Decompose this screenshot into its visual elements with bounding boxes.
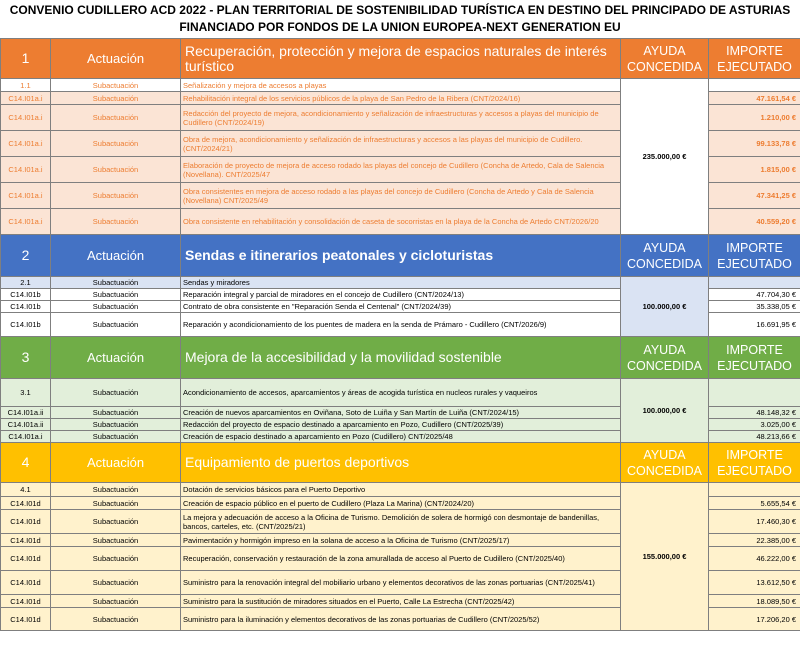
table-row [1,379,800,407]
row-description: Sendas y miradores [181,277,621,289]
section-4-action-label: Actuación [51,443,181,483]
row-code: 4.1 [1,483,51,497]
section-2-action-label: Actuación [51,235,181,277]
row-description: Rehabilitación integral de los servicios públicos de la playa de San Pedro de la Ribera (CNT/2024/16) [181,92,621,105]
row-sub-label: Subactuación [51,92,181,105]
row-sub-label: Subactuación [51,431,181,443]
row-code: C14.I01a.i [1,157,51,183]
row-importe [709,277,800,289]
section-3-ayuda-amount: 100.000,00 € [621,379,709,443]
row-importe [709,483,800,497]
row-description: Suministro para la iluminación y elementos decorativos de las zonas portuarias de Cudillero (CNT/2025/52) [181,608,621,631]
row-sub-label: Subactuación [51,289,181,301]
row-sub-label: Subactuación [51,379,181,407]
row-description: Elaboración de proyecto de mejora de acceso rodado las playas del concejo de Cudillero (Concha de Artedo, Cala de Salencia (Novellana). CNT/2025/47 [181,157,621,183]
table-row [1,483,800,497]
row-code: C14.I01a.i [1,209,51,235]
row-description: Suministro para la renovación integral del mobiliario urbano y elementos decorativos de las zonas portuarias (CNT/2025/41) [181,571,621,595]
row-code: C14.I01b [1,301,51,313]
section-2-importe-header: IMPORTE EJECUTADO [709,235,800,277]
section-1-number: 1 [1,39,51,79]
row-sub-label: Subactuación [51,571,181,595]
section-4-ayuda-amount: 155.000,00 € [621,483,709,631]
row-importe: 46.222,00 € [709,547,800,571]
row-sub-label: Subactuación [51,608,181,631]
row-sub-label: Subactuación [51,419,181,431]
row-description: Suministro para la sustitución de miradores situados en el Puerto, Calle La Estrecha (CNT/2025/42) [181,595,621,608]
row-importe: 48.148,32 € [709,407,800,419]
row-importe: 35.338,05 € [709,301,800,313]
projects-table [0,38,800,631]
section-4-title: Equipamiento de puertos deportivos [181,443,621,483]
section-4-number: 4 [1,443,51,483]
row-importe: 47.161,54 € [709,92,800,105]
row-importe: 16.691,95 € [709,313,800,337]
row-sub-label: Subactuación [51,510,181,534]
section-4-importe-header: IMPORTE EJECUTADO [709,443,800,483]
row-importe: 1.210,00 € [709,105,800,131]
row-sub-label: Subactuación [51,183,181,209]
section-3-action-label: Actuación [51,337,181,379]
row-code: C14.I01d [1,571,51,595]
row-code: C14.I01a.ii [1,407,51,419]
row-description: Reparación integral y parcial de miradores en el concejo de Cudillero (CNT/2024/13) [181,289,621,301]
section-3-title: Mejora de la accesibilidad y la movilidad sostenible [181,337,621,379]
section-4-header [1,443,800,483]
section-1-ayuda-amount: 235.000,00 € [621,79,709,235]
row-description: Redacción del proyecto de mejora, acondicionamiento y señalización de infraestructuras y accesos a playas del municipio de Cudillero (CNT/2024/19) [181,105,621,131]
row-code: C14.I01d [1,547,51,571]
row-code: C14.I01a.i [1,105,51,131]
row-importe [709,79,800,92]
row-code: C14.I01a.ii [1,419,51,431]
section-4-ayuda-header: AYUDA CONCEDIDA [621,443,709,483]
section-2-ayuda-amount: 100.000,00 € [621,277,709,337]
row-code: C14.I01d [1,534,51,547]
row-importe: 48.213,66 € [709,431,800,443]
section-3-ayuda-header: AYUDA CONCEDIDA [621,337,709,379]
section-2-header [1,235,800,277]
row-code: C14.I01a.i [1,431,51,443]
row-description: Creación de espacio público en el puerto de Cudillero (Plaza La Marina) (CNT/2024/20) [181,497,621,510]
section-1-title: Recuperación, protección y mejora de espacios naturales de interés turístico [181,39,621,79]
row-code: C14.I01d [1,595,51,608]
row-sub-label: Subactuación [51,277,181,289]
row-importe: 99.133,78 € [709,131,800,157]
row-description: Acondicionamiento de accesos, aparcamientos y áreas de acogida turística en nucleos rurales y vaqueiros [181,379,621,407]
row-description: Obra consistente en rehabilitación y consolidación de caseta de socorristas en la playa de la Concha de Artedo CNT/2026/20 [181,209,621,235]
row-code: 1.1 [1,79,51,92]
row-importe: 40.559,20 € [709,209,800,235]
row-importe: 22.385,00 € [709,534,800,547]
row-code: C14.I01a.i [1,131,51,157]
row-sub-label: Subactuación [51,595,181,608]
row-sub-label: Subactuación [51,301,181,313]
section-1-action-label: Actuación [51,39,181,79]
row-sub-label: Subactuación [51,157,181,183]
table-row [1,277,800,289]
section-2-number: 2 [1,235,51,277]
row-sub-label: Subactuación [51,497,181,510]
section-2-ayuda-header: AYUDA CONCEDIDA [621,235,709,277]
row-importe: 5.655,54 € [709,497,800,510]
row-description: Creación de nuevos aparcamientos en Oviñana, Soto de Luiña y San Martín de Luiña (CNT/2024/15) [181,407,621,419]
row-description: Creación de espacio destinado a aparcamiento en Pozo (Cudillero) CNT/2025/48 [181,431,621,443]
row-sub-label: Subactuación [51,105,181,131]
row-description: Reparación y acondicionamiento de los puentes de madera en la senda de Prámaro - Cudillero (CNT/2026/9) [181,313,621,337]
section-1-header [1,39,800,79]
section-3-header [1,337,800,379]
row-description: Obra de mejora, acondicionamiento y señalización de infraestructuras y accesos a las playas del municipio de Cudillero. (CNT/2024/21) [181,131,621,157]
row-importe: 3.025,00 € [709,419,800,431]
row-importe: 17.460,30 € [709,510,800,534]
row-code: 3.1 [1,379,51,407]
row-sub-label: Subactuación [51,209,181,235]
title-line-1: CONVENIO CUDILLERO ACD 2022 - PLAN TERRITORIAL DE SOSTENIBILIDAD TURÍSTICA EN DESTINO DEL PRINCIPADO DE ASTURIAS [9,3,791,17]
row-sub-label: Subactuación [51,407,181,419]
row-code: C14.I01b [1,289,51,301]
section-1-ayuda-header: AYUDA CONCEDIDA [621,39,709,79]
row-importe: 47.704,30 € [709,289,800,301]
row-description: Recuperación, conservación y restauración de la zona amurallada de acceso al Puerto de Cudillero (CNT/2025/40) [181,547,621,571]
row-sub-label: Subactuación [51,483,181,497]
row-sub-label: Subactuación [51,313,181,337]
row-importe: 1.815,00 € [709,157,800,183]
section-3-importe-header: IMPORTE EJECUTADO [709,337,800,379]
row-code: 2.1 [1,277,51,289]
row-description: Dotación de servicios básicos para el Puerto Deportivo [181,483,621,497]
row-description: Señalización y mejora de accesos a playas [181,79,621,92]
row-code: C14.I01d [1,510,51,534]
row-code: C14.I01b [1,313,51,337]
row-code: C14.I01a.i [1,183,51,209]
row-description: Redacción del proyecto de espacio destinado a aparcamiento en Pozo, Cudillero (CNT/2025/39) [181,419,621,431]
row-description: La mejora y adecuación de acceso a la Oficina de Turismo. Demolición de solera de hormigó con desmontaje de bandenillas, bancos, carteles, etc. (CNT/2025/21) [181,510,621,534]
row-sub-label: Subactuación [51,534,181,547]
row-code: C14.I01d [1,497,51,510]
row-sub-label: Subactuación [51,79,181,92]
row-code: C14.I01d [1,608,51,631]
row-description: Pavimentación y hormigón impreso en la solana de acceso a la Oficina de Turismo (CNT/2025/17) [181,534,621,547]
row-description: Obra consistentes en mejora de acceso rodado a las playas del concejo de Cudillero (Concha de Artedo y Cala de Salencia (Novellana) CNT/2025/49 [181,183,621,209]
row-code: C14.I01a.i [1,92,51,105]
title-line-2: FINANCIADO POR FONDOS DE LA UNION EUROPEA-NEXT GENERATION EU [179,20,621,34]
section-3-number: 3 [1,337,51,379]
row-sub-label: Subactuación [51,131,181,157]
row-sub-label: Subactuación [51,547,181,571]
row-importe [709,379,800,407]
row-importe: 17.206,20 € [709,608,800,631]
section-2-title: Sendas e itinerarios peatonales y cicloturistas [181,235,621,277]
row-importe: 47.341,25 € [709,183,800,209]
document-title [0,0,800,38]
row-description: Contrato de obra consistente en "Reparación Senda el Centenal" (CNT/2024/39) [181,301,621,313]
row-importe: 18.089,50 € [709,595,800,608]
table-row [1,79,800,92]
section-1-importe-header: IMPORTE EJECUTADO [709,39,800,79]
row-importe: 13.612,50 € [709,571,800,595]
